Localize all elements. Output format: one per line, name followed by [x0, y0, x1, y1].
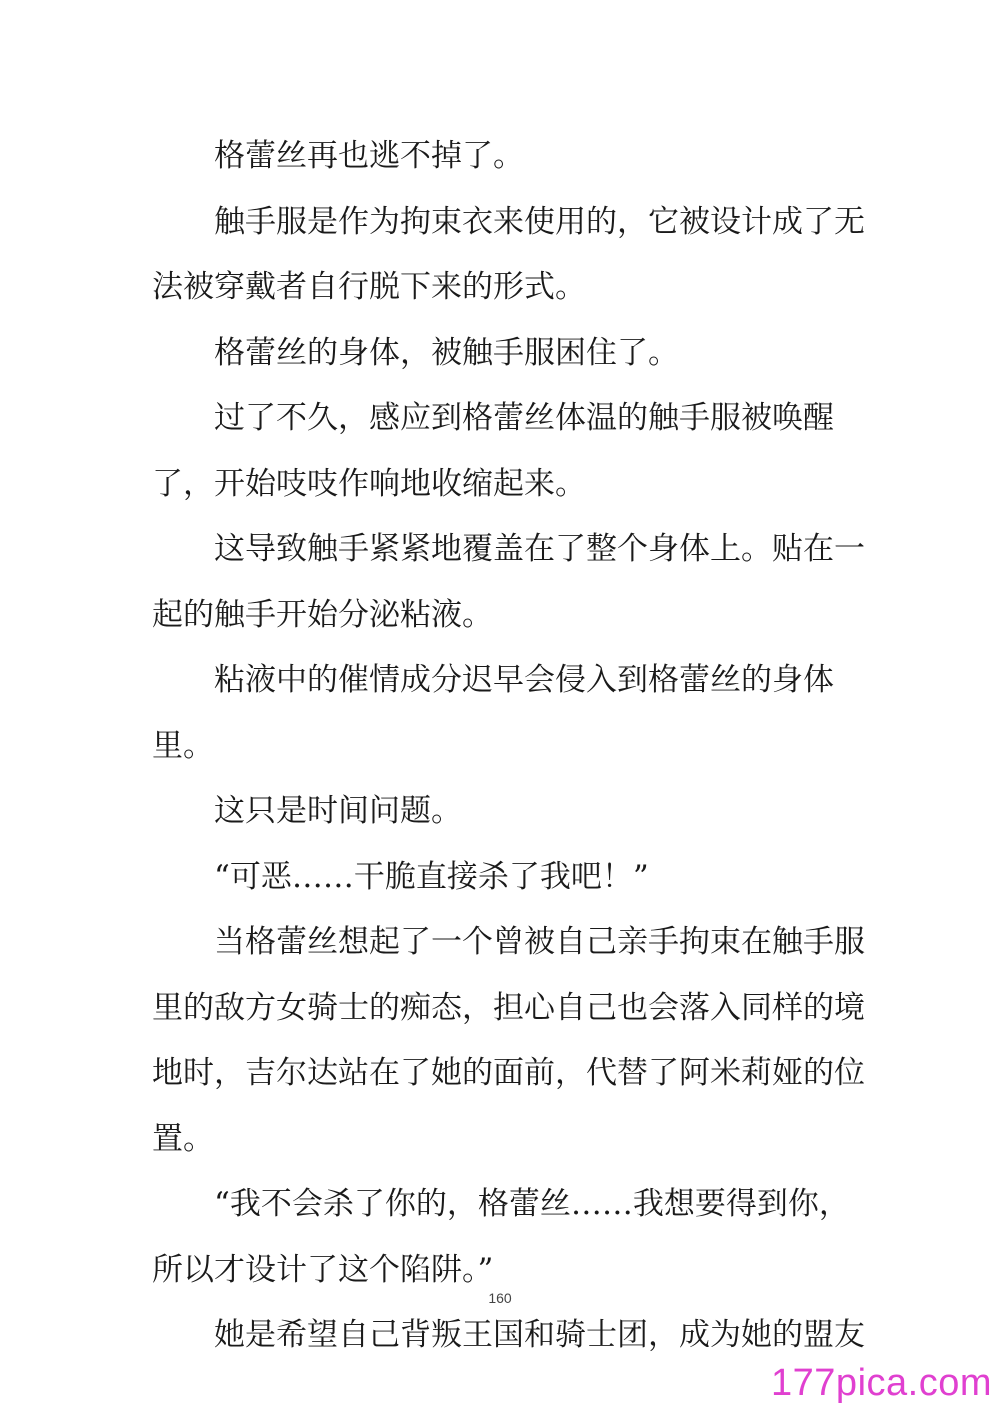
paragraph-1: 格蕾丝再也逃不掉了。 — [214, 138, 524, 174]
body-text — [152, 124, 872, 1369]
paragraph-10-dialogue: “我不会杀了你的，格蕾丝……我想要得到你，所以才设计了这个陷阱。” — [152, 1186, 850, 1288]
paragraph-4: 过了不久，感应到格蕾丝体温的触手服被唤醒了，开始吱吱作响地收缩起来。 — [152, 400, 834, 502]
paragraph-11: 她是希望自己背叛王国和骑士团，成为她的盟友 — [214, 1317, 865, 1353]
paragraph-8-dialogue: “可恶……干脆直接杀了我吧！” — [214, 858, 649, 895]
watermark: 177pica.com — [771, 1362, 992, 1404]
paragraph-2: 触手服是作为拘束衣来使用的，它被设计成了无法被穿戴者自行脱下来的形式。 — [152, 203, 865, 305]
page-number: 160 — [488, 1290, 512, 1306]
paragraph-6: 粘液中的催情成分迟早会侵入到格蕾丝的身体里。 — [152, 662, 834, 764]
paragraph-9: 当格蕾丝想起了一个曾被自己亲手拘束在触手服里的敌方女骑士的痴态，担心自己也会落入同样的境地时，吉尔达站在了她的面前，代替了阿米莉娅的位置。 — [152, 924, 865, 1157]
paragraph-5: 这导致触手紧紧地覆盖在了整个身体上。贴在一起的触手开始分泌粘液。 — [152, 531, 865, 633]
paragraph-7: 这只是时间问题。 — [214, 793, 462, 829]
paragraph-3: 格蕾丝的身体，被触手服困住了。 — [214, 334, 679, 371]
